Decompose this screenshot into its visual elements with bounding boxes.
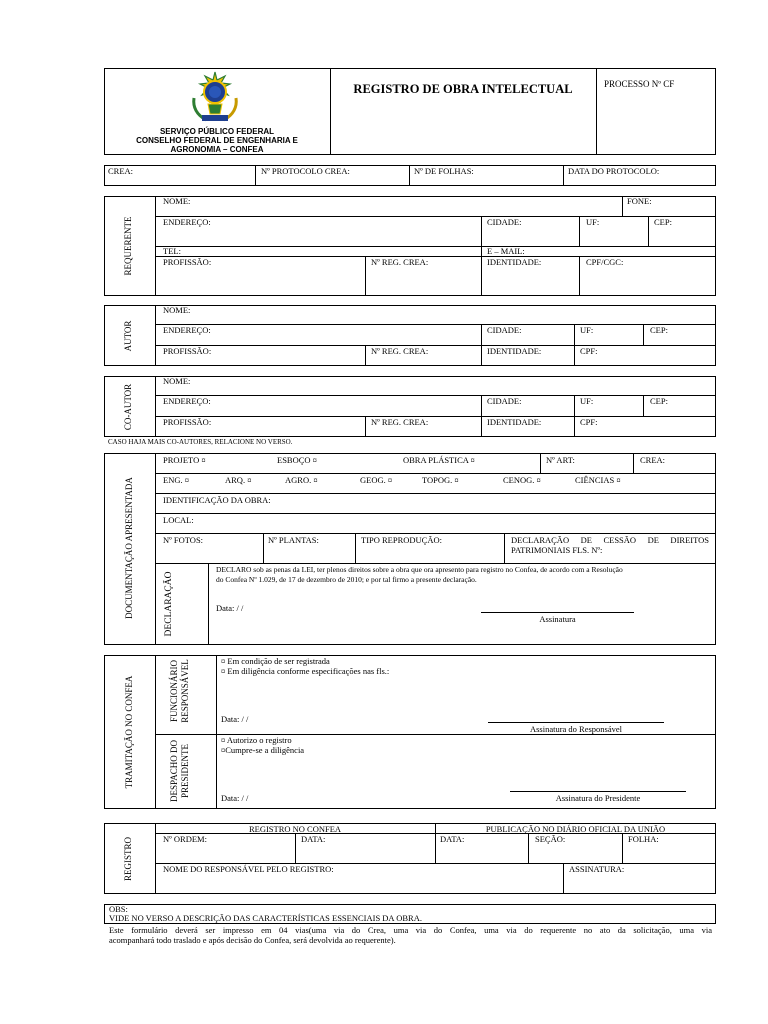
requerente-fone[interactable]: FONE: xyxy=(627,196,652,206)
local-field[interactable]: LOCAL: xyxy=(163,515,194,525)
funcionario-label-2: RESPONSÁVEL xyxy=(180,659,190,723)
protocolo-field[interactable]: Nº PROTOCOLO CREA: xyxy=(261,166,350,176)
registro-data-field[interactable]: DATA: xyxy=(301,834,326,844)
documentacao-label: DOCUMENTAÇÃO APRESENTADA xyxy=(124,477,134,619)
folha-field[interactable]: FOLHA: xyxy=(628,834,659,844)
ciencias-checkbox[interactable]: CIÊNCIAS ¤ xyxy=(575,475,621,485)
coautor-reg-crea[interactable]: Nº REG. CREA: xyxy=(371,417,429,427)
coautor-endereco[interactable]: ENDEREÇO: xyxy=(163,396,211,406)
autor-cidade[interactable]: CIDADE: xyxy=(487,325,522,335)
requerente-cep[interactable]: CEP: xyxy=(654,217,672,227)
autor-endereco[interactable]: ENDEREÇO: xyxy=(163,325,211,335)
declaracao-cessao-line2[interactable]: PATRIMONIAIS FLS. Nº: xyxy=(511,545,603,555)
autor-reg-crea[interactable]: Nº REG. CREA: xyxy=(371,346,429,356)
despacho-label-1: DESPACHO DO xyxy=(169,740,179,802)
coautor-nome[interactable]: NOME: xyxy=(163,376,191,386)
registro-assinatura-field[interactable]: ASSINATURA: xyxy=(569,864,625,874)
coautor-cep[interactable]: CEP: xyxy=(650,396,668,406)
page-title: REGISTRO DE OBRA INTELECTUAL xyxy=(353,82,573,96)
despacho-label-2: PRESIDENTE xyxy=(180,744,190,798)
registro-confea-header: REGISTRO NO CONFEA xyxy=(248,824,342,834)
autor-nome[interactable]: NOME: xyxy=(163,305,191,315)
signature-line[interactable] xyxy=(481,612,634,613)
projeto-checkbox[interactable]: PROJETO ¤ xyxy=(163,455,206,465)
coautor-label: CO-AUTOR xyxy=(123,383,133,431)
footer-line-1: Este formulário deverá ser impresso em 04 vias(uma via do Crea, uma via do Confea, uma via do requerente no ato da solicitação, uma via xyxy=(109,925,712,935)
obra-plastica-checkbox[interactable]: OBRA PLÁSTICA ¤ xyxy=(403,455,475,465)
signature-line-responsavel[interactable] xyxy=(488,722,664,723)
footer-line-2: acompanhará todo traslado e após decisão do Confea, será devolvida ao requerente). xyxy=(109,935,396,945)
requerente-reg-crea[interactable]: Nº REG. CREA: xyxy=(371,257,429,267)
coautor-cidade[interactable]: CIDADE: xyxy=(487,396,522,406)
nome-responsavel-field[interactable]: NOME DO RESPONSÁVEL PELO REGISTRO: xyxy=(163,864,334,874)
requerente-email[interactable]: E – MAIL: xyxy=(487,246,525,256)
coautor-identidade[interactable]: IDENTIDADE: xyxy=(487,417,542,427)
autor-profissao[interactable]: PROFISSÃO: xyxy=(163,346,212,356)
obs-label: OBS: xyxy=(109,904,128,914)
funcionario-data[interactable]: Data: / / xyxy=(221,714,249,724)
autor-identidade[interactable]: IDENTIDADE: xyxy=(487,346,542,356)
agro-checkbox[interactable]: AGRO. ¤ xyxy=(285,475,318,485)
funcionario-label-1: FUNCIONÁRIO xyxy=(169,660,179,723)
declaracao-text-line2: do Confea Nº 1.029, de 17 de dezembro de 2010; e por tal firmo a presente declaração. xyxy=(216,575,477,584)
org-line-3: AGRONOMIA – CONFEA xyxy=(170,145,264,154)
data-protocolo-field[interactable]: DATA DO PROTOCOLO: xyxy=(568,166,660,176)
requerente-cpf[interactable]: CPF/CGC: xyxy=(586,257,624,267)
doc-crea-field[interactable]: CREA: xyxy=(640,455,666,465)
autorizo-option[interactable]: ¤ Autorizo o registro xyxy=(221,735,292,745)
coautor-note: CASO HAJA MAIS CO-AUTORES, RELACIONE NO VERSO. xyxy=(108,438,293,446)
obs-text: VIDE NO VERSO A DESCRIÇÃO DAS CARACTERÍSTICAS ESSENCIAIS DA OBRA. xyxy=(109,913,422,923)
assinatura-label: Assinatura xyxy=(539,614,576,624)
cenog-checkbox[interactable]: CENOG. ¤ xyxy=(503,475,541,485)
publicacao-data-field[interactable]: DATA: xyxy=(440,834,465,844)
tramitacao-label: TRAMITAÇÃO NO CONFEA xyxy=(124,675,134,789)
divider xyxy=(596,68,597,155)
declaracao-text-line1: DECLARO sob as penas da LEI, ter plenos direitos sobre a obra que ora apresento para registro no Confea, de acordo com a Resolução xyxy=(216,565,623,574)
processo-label: PROCESSO Nº CF xyxy=(604,79,675,89)
requerente-cidade[interactable]: CIDADE: xyxy=(487,217,522,227)
geog-checkbox[interactable]: GEOG. ¤ xyxy=(360,475,393,485)
brazil-coat-of-arms-icon xyxy=(186,68,244,128)
autor-cpf[interactable]: CPF: xyxy=(580,346,598,356)
declaracao-cessao-line1[interactable]: DECLARAÇÃO DE CESSÃO DE DIREITOS xyxy=(511,535,709,545)
n-art-field[interactable]: Nº ART: xyxy=(546,455,575,465)
despacho-data[interactable]: Data: / / xyxy=(221,793,249,803)
requerente-profissao[interactable]: PROFISSÃO: xyxy=(163,257,212,267)
autor-uf[interactable]: UF: xyxy=(580,325,594,335)
plantas-field[interactable]: Nº PLANTAS: xyxy=(268,535,319,545)
fotos-field[interactable]: Nº FOTOS: xyxy=(163,535,204,545)
requerente-nome[interactable]: NOME: xyxy=(163,196,191,206)
requerente-endereco[interactable]: ENDEREÇO: xyxy=(163,217,211,227)
coautor-cpf[interactable]: CPF: xyxy=(580,417,598,427)
registro-label: REGISTRO xyxy=(123,837,133,882)
eng-checkbox[interactable]: ENG. ¤ xyxy=(163,475,189,485)
assinatura-responsavel-label: Assinatura do Responsável xyxy=(529,724,623,734)
topog-checkbox[interactable]: TOPOG. ¤ xyxy=(422,475,459,485)
assinatura-presidente-label: Assinatura do Presidente xyxy=(555,793,641,803)
coautor-section xyxy=(104,376,716,437)
secao-field[interactable]: SEÇÃO: xyxy=(535,834,566,844)
n-ordem-field[interactable]: Nº ORDEM: xyxy=(163,834,207,844)
declaracao-label: DECLARAÇÃO xyxy=(164,571,174,637)
arq-checkbox[interactable]: ARQ. ¤ xyxy=(225,475,252,485)
org-line-2: CONSELHO FEDERAL DE ENGENHARIA E xyxy=(136,136,298,145)
autor-cep[interactable]: CEP: xyxy=(650,325,668,335)
signature-line-presidente[interactable] xyxy=(510,791,686,792)
em-condicao-option[interactable]: ¤ Em condição de ser registrada xyxy=(221,656,330,666)
publicacao-header: PUBLICAÇÃO NO DIÁRIO OFICIAL DA UNIÃO xyxy=(485,824,666,834)
requerente-identidade[interactable]: IDENTIDADE: xyxy=(487,257,542,267)
tipo-reproducao-field[interactable]: TIPO REPRODUÇÃO: xyxy=(361,535,442,545)
requerente-uf[interactable]: UF: xyxy=(586,217,600,227)
requerente-label: REQUERENTE xyxy=(123,216,133,276)
autor-section xyxy=(104,305,716,366)
crea-field[interactable]: CREA: xyxy=(108,166,134,176)
em-diligencia-option[interactable]: ¤ Em diligência conforme especificações nas fls.: xyxy=(221,666,390,676)
autor-label: AUTOR xyxy=(123,320,133,352)
org-line-1: SERVIÇO PÚBLICO FEDERAL xyxy=(159,127,275,136)
cumpra-se-option[interactable]: ¤Cumpre-se a diligência xyxy=(221,745,305,755)
coautor-profissao[interactable]: PROFISSÃO: xyxy=(163,417,212,427)
esboco-checkbox[interactable]: ESBOÇO ¤ xyxy=(277,455,317,465)
coautor-uf[interactable]: UF: xyxy=(580,396,594,406)
requerente-tel[interactable]: TEL: xyxy=(163,246,181,256)
identificacao-field[interactable]: IDENTIFICAÇÃO DA OBRA: xyxy=(163,495,271,505)
folhas-field[interactable]: Nº DE FOLHAS: xyxy=(414,166,474,176)
declaracao-data[interactable]: Data: / / xyxy=(216,603,244,613)
